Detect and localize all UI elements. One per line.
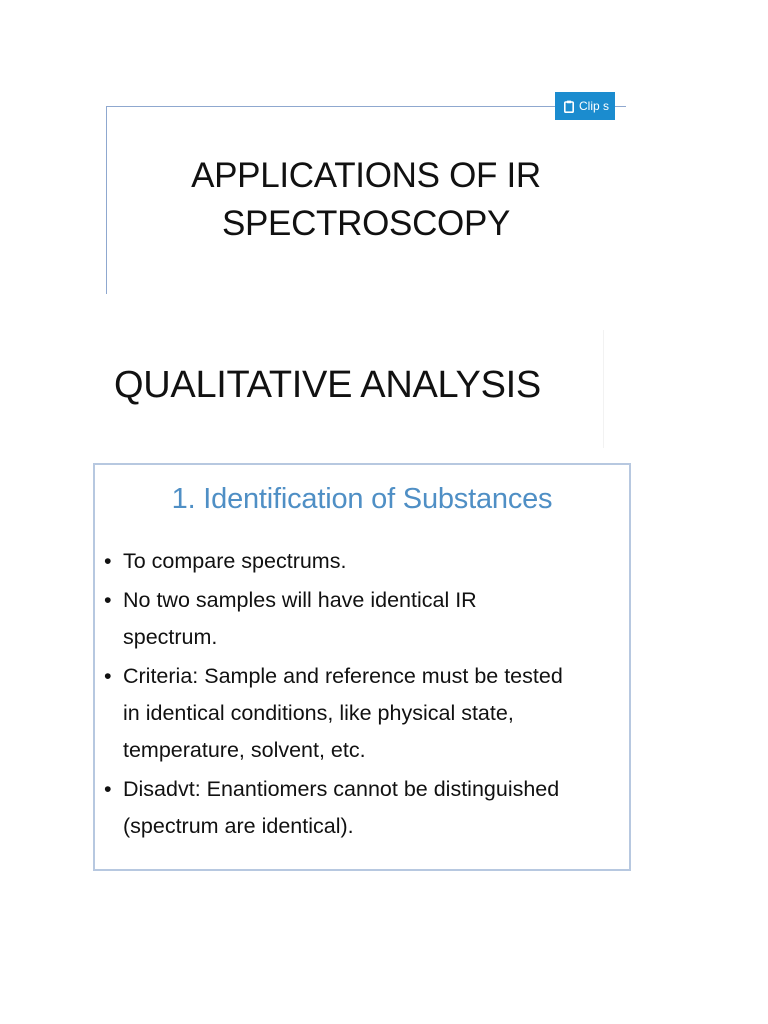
slide-title-line2: SPECTROSCOPY <box>221 204 511 243</box>
slide-title-qualitative: QUALITATIVE ANALYSIS <box>114 364 541 406</box>
bullet-text-line: Disadvt: Enantiomers cannot be distinguished <box>123 777 560 801</box>
slide-applications <box>106 106 626 294</box>
list-item <box>101 582 625 656</box>
bullet-text-line: Criteria: Sample and reference must be tested <box>123 664 563 688</box>
list-item <box>101 658 625 769</box>
bullet-text-line: (spectrum are identical). <box>123 814 354 838</box>
clipboard-icon <box>564 100 574 113</box>
bullet-point-icon: • <box>104 549 112 573</box>
list-item <box>101 771 625 845</box>
slide-title-line1: APPLICATIONS OF IR <box>191 156 541 195</box>
bullet-point-icon: • <box>104 777 112 801</box>
list-item <box>101 543 625 580</box>
bullet-text-line: spectrum. <box>123 625 218 649</box>
slide-identification <box>93 463 631 871</box>
clip-slide-button[interactable] <box>555 92 615 120</box>
bullet-point-icon: • <box>104 588 112 612</box>
bullet-text-line: temperature, solvent, etc. <box>123 738 366 762</box>
slide-top-border <box>106 106 626 107</box>
clip-button-label: Clip s <box>579 99 610 113</box>
bullet-list <box>101 543 625 847</box>
bullet-text: To compare spectrums. <box>123 549 347 573</box>
slide-qualitative-analysis <box>100 330 604 448</box>
bullet-point-icon: • <box>104 664 112 688</box>
bullet-text-line: No two samples will have identical IR <box>123 588 477 612</box>
bullet-text-line: in identical conditions, like physical state, <box>123 701 514 725</box>
slide-title-applications <box>106 152 626 248</box>
slide-title-identification: 1. Identification of Substances <box>171 483 553 515</box>
